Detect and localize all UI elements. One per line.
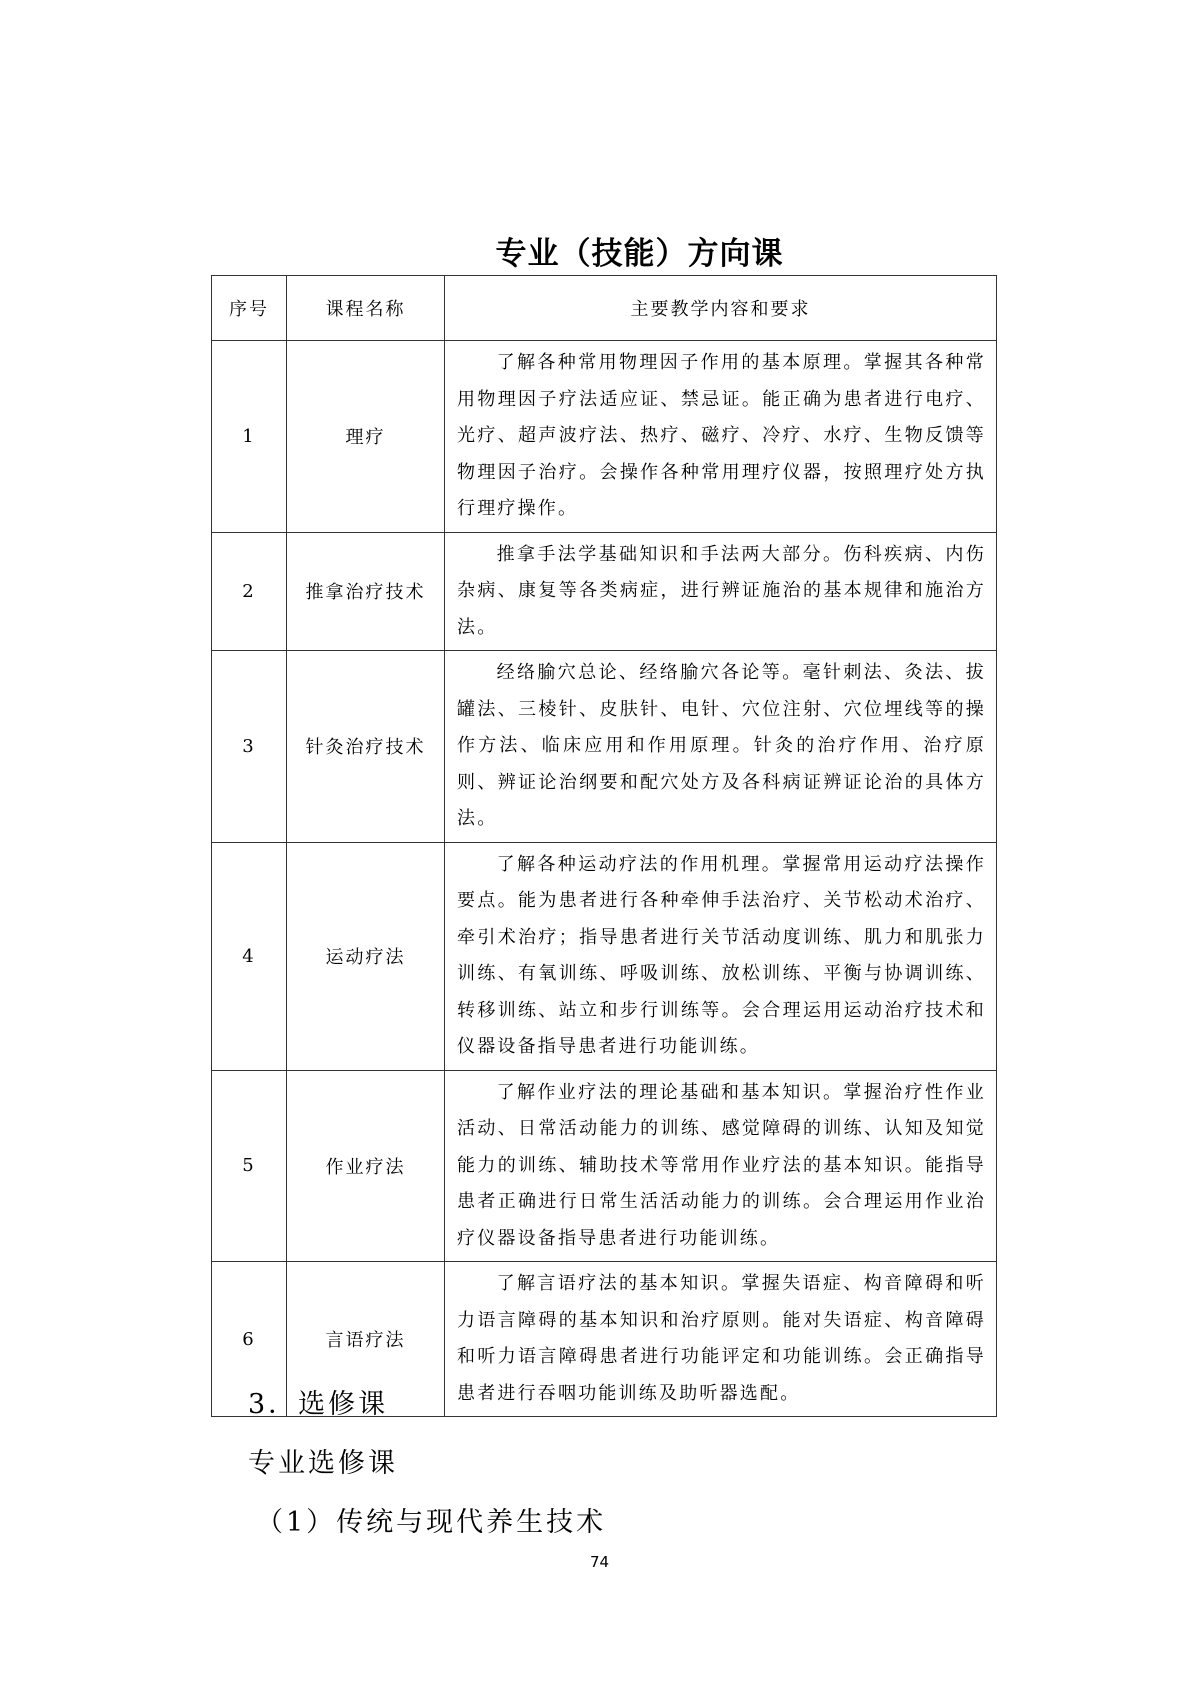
row-description: 推拿手法学基础知识和手法两大部分。伤科疾病、内伤杂病、康复等各类病症，进行辨证施治的基本规律和施治方法。 bbox=[445, 532, 997, 651]
table-row bbox=[212, 532, 997, 651]
table-row bbox=[212, 842, 997, 1070]
row-number: 2 bbox=[212, 532, 287, 651]
section-heading-electives: 3．选修课 bbox=[248, 1389, 389, 1420]
row-description: 了解言语疗法的基本知识。掌握失语症、构音障碍和听力语言障碍的基本知识和治疗原则。能对失语症、构音障碍和听力语言障碍患者进行功能评定和功能训练。会正确指导患者进行吞咽功能训练及助听器选配。 bbox=[445, 1262, 997, 1417]
row-course-name: 理疗 bbox=[287, 341, 445, 533]
course-table bbox=[211, 275, 997, 1417]
table-row bbox=[212, 1070, 997, 1262]
page-title: 专业（技能）方向课 bbox=[495, 236, 784, 272]
row-course-name: 言语疗法 bbox=[287, 1262, 445, 1417]
row-description: 了解各种常用物理因子作用的基本原理。掌握其各种常用物理因子疗法适应证、禁忌证。能正确为患者进行电疗、光疗、超声波疗法、热疗、磁疗、冷疗、水疗、生物反馈等物理因子治疗。会操作各种常用理疗仪器，按照理疗处方执行理疗操作。 bbox=[445, 341, 997, 533]
header-course-name: 课程名称 bbox=[287, 276, 445, 341]
row-course-name: 推拿治疗技术 bbox=[287, 532, 445, 651]
row-description: 经络腧穴总论、经络腧穴各论等。毫针刺法、灸法、拔罐法、三棱针、皮肤针、电针、穴位注射、穴位埋线等的操作方法、临床应用和作用原理。针灸的治疗作用、治疗原则、辨证论治纲要和配穴处方及各科病证辨证论治的具体方法。 bbox=[445, 651, 997, 843]
row-number: 3 bbox=[212, 651, 287, 843]
row-description: 了解各种运动疗法的作用机理。掌握常用运动疗法操作要点。能为患者进行各种牵伸手法治疗、关节松动术治疗、牵引术治疗；指导患者进行关节活动度训练、肌力和肌张力训练、有氧训练、呼吸训练、放松训练、平衡与协调训练、转移训练、站立和步行训练等。会合理运用运动治疗技术和仪器设备指导患者进行功能训练。 bbox=[445, 842, 997, 1070]
row-course-name: 针灸治疗技术 bbox=[287, 651, 445, 843]
row-course-name: 作业疗法 bbox=[287, 1070, 445, 1262]
section-subheading: 专业选修课 bbox=[248, 1448, 398, 1479]
page-number: 74 bbox=[589, 1553, 610, 1571]
row-number: 1 bbox=[212, 341, 287, 533]
section-item: （1）传统与现代养生技术 bbox=[256, 1507, 607, 1538]
table-header-row bbox=[212, 276, 997, 341]
row-number: 5 bbox=[212, 1070, 287, 1262]
row-number: 6 bbox=[212, 1262, 287, 1417]
row-course-name: 运动疗法 bbox=[287, 842, 445, 1070]
table-row bbox=[212, 341, 997, 533]
row-description: 了解作业疗法的理论基础和基本知识。掌握治疗性作业活动、日常活动能力的训练、感觉障碍的训练、认知及知觉能力的训练、辅助技术等常用作业疗法的基本知识。能指导患者正确进行日常生活活动能力的训练。会合理运用作业治疗仪器设备指导患者进行功能训练。 bbox=[445, 1070, 997, 1262]
row-number: 4 bbox=[212, 842, 287, 1070]
table-row bbox=[212, 651, 997, 843]
header-number: 序号 bbox=[212, 276, 287, 341]
header-content: 主要教学内容和要求 bbox=[445, 276, 997, 341]
